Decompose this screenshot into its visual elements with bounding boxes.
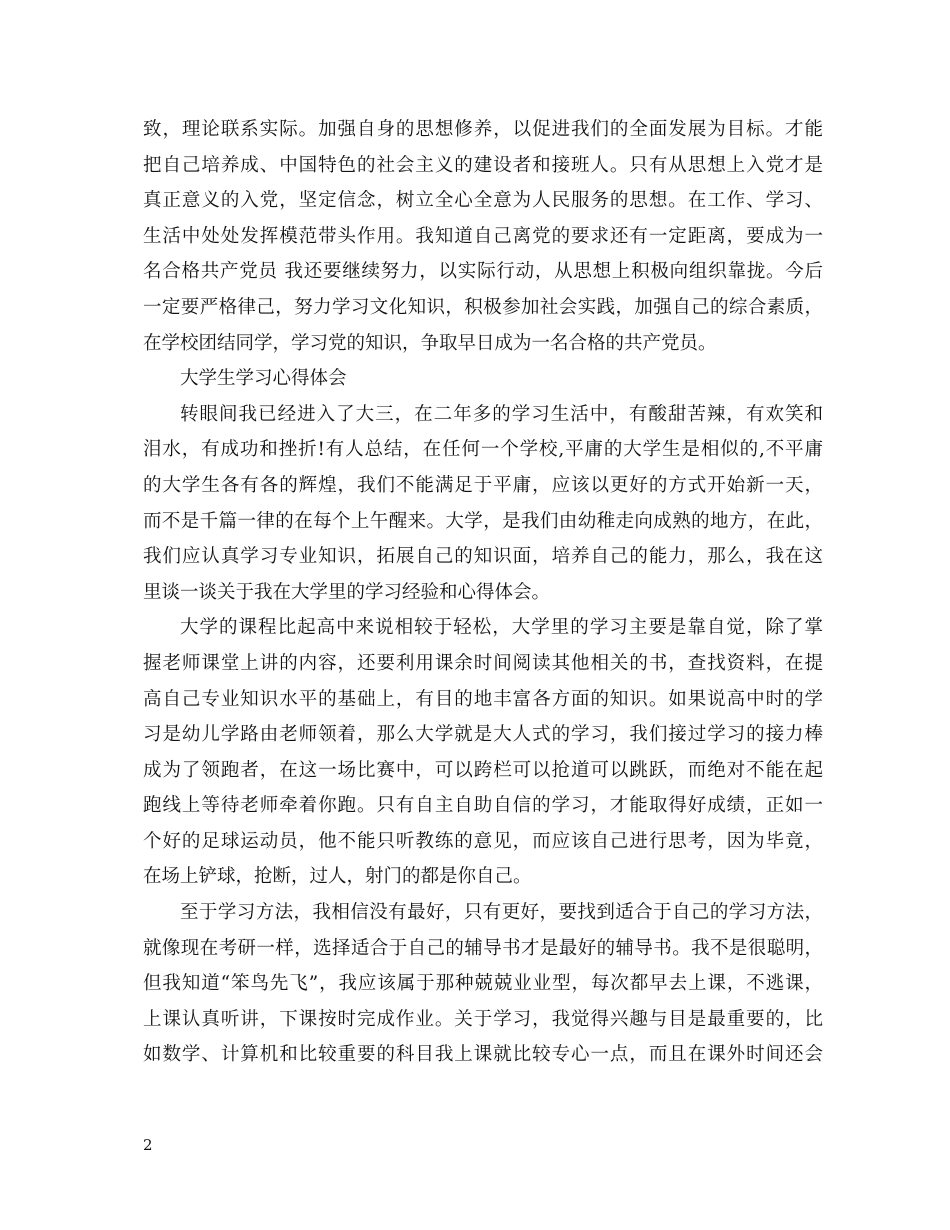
text-line: 真正意义的入党，坚定信念，树立全心全意为人民服务的思想。在工作、学习、 xyxy=(143,190,823,212)
text-line: 至于学习方法，我相信没有最好，只有更好，要找到适合于自己的学习方法， xyxy=(180,902,823,924)
text-line: 致，理论联系实际。加强自身的思想修养，以促进我们的全面发展为目标。才能 xyxy=(143,119,823,140)
text-line: 如数学、计算机和比较重要的科目我上课就比较专心一点，而且在课外时间还会 xyxy=(143,1044,823,1066)
text-line: 握老师课堂上讲的内容，还要利用课余时间阅读其他相关的书，查找资料，在提 xyxy=(143,652,823,674)
text-line: 名合格共产党员 我还要继续努力，以实际行动，从思想上积极向组织靠拢。今后 xyxy=(143,261,823,283)
text-line: 大学生学习心得体会 xyxy=(180,368,347,390)
text-line: 一定要严格律己，努力学习文化知识，积极参加社会实践，加强自己的综合素质， xyxy=(143,296,823,318)
text-line: 上课认真听讲，下课按时完成作业。关于学习，我觉得兴趣与目是最重要的，比 xyxy=(143,1008,823,1030)
text-line: 里谈一谈关于我在大学里的学习经验和心得体会。 xyxy=(143,581,551,603)
text-line: 在场上铲球，抢断，过人，射门的都是你自己。 xyxy=(143,866,532,888)
text-line: 在学校团结同学，学习党的知识，争取早日成为一名合格的共产党员。 xyxy=(143,332,717,354)
text-line: 就像现在考研一样，选择适合于自己的辅导书才是最好的辅导书。我不是很聪明， xyxy=(143,937,823,959)
page-number: 2 xyxy=(143,1136,153,1154)
text-line: 但我知道“笨鸟先飞”，我应该属于那种兢兢业业型，每次都早去上课，不逃课， xyxy=(143,973,823,995)
text-line: 高自己专业知识水平的基础上，有目的地丰富各方面的知识。如果说高中时的学 xyxy=(143,688,823,710)
text-line: 习是幼儿学路由老师领着，那么大学就是大人式的学习，我们接过学习的接力棒 xyxy=(143,724,823,746)
text-line: 跑线上等待老师牵着你跑。只有自主自助自信的学习，才能取得好成绩，正如一 xyxy=(143,795,823,817)
text-line: 把自己培养成、中国特色的社会主义的建设者和接班人。只有从思想上入党才是 xyxy=(143,154,823,176)
text-line: 而不是千篇一律的在每个上午醒来。大学，是我们由幼稚走向成熟的地方，在此， xyxy=(143,510,823,532)
text-line: 成为了领跑者，在这一场比赛中，可以跨栏可以抢道可以跳跃，而绝对不能在起 xyxy=(143,759,823,781)
body-text xyxy=(143,112,823,1073)
text-line: 大学的课程比起高中来说相较于轻松，大学里的学习主要是靠自觉，除了掌 xyxy=(180,617,823,639)
text-line: 泪水，有成功和挫折!有人总结，在任何一个学校,平庸的大学生是相似的,不平庸 xyxy=(143,439,823,461)
text-line: 我们应认真学习专业知识，拓展自己的知识面，培养自己的能力，那么，我在这 xyxy=(143,546,823,568)
text-line: 生活中处处发挥模范带头作用。我知道自己离党的要求还有一定距离，要成为一 xyxy=(143,225,823,247)
text-line: 个好的足球运动员，他不能只听教练的意见，而应该自己进行思考，因为毕竟， xyxy=(143,830,823,852)
text-line: 的大学生各有各的辉煌，我们不能满足于平庸，应该以更好的方式开始新一天， xyxy=(143,474,823,496)
text-line: 转眼间我已经进入了大三，在二年多的学习生活中，有酸甜苦辣，有欢笑和 xyxy=(180,403,823,425)
